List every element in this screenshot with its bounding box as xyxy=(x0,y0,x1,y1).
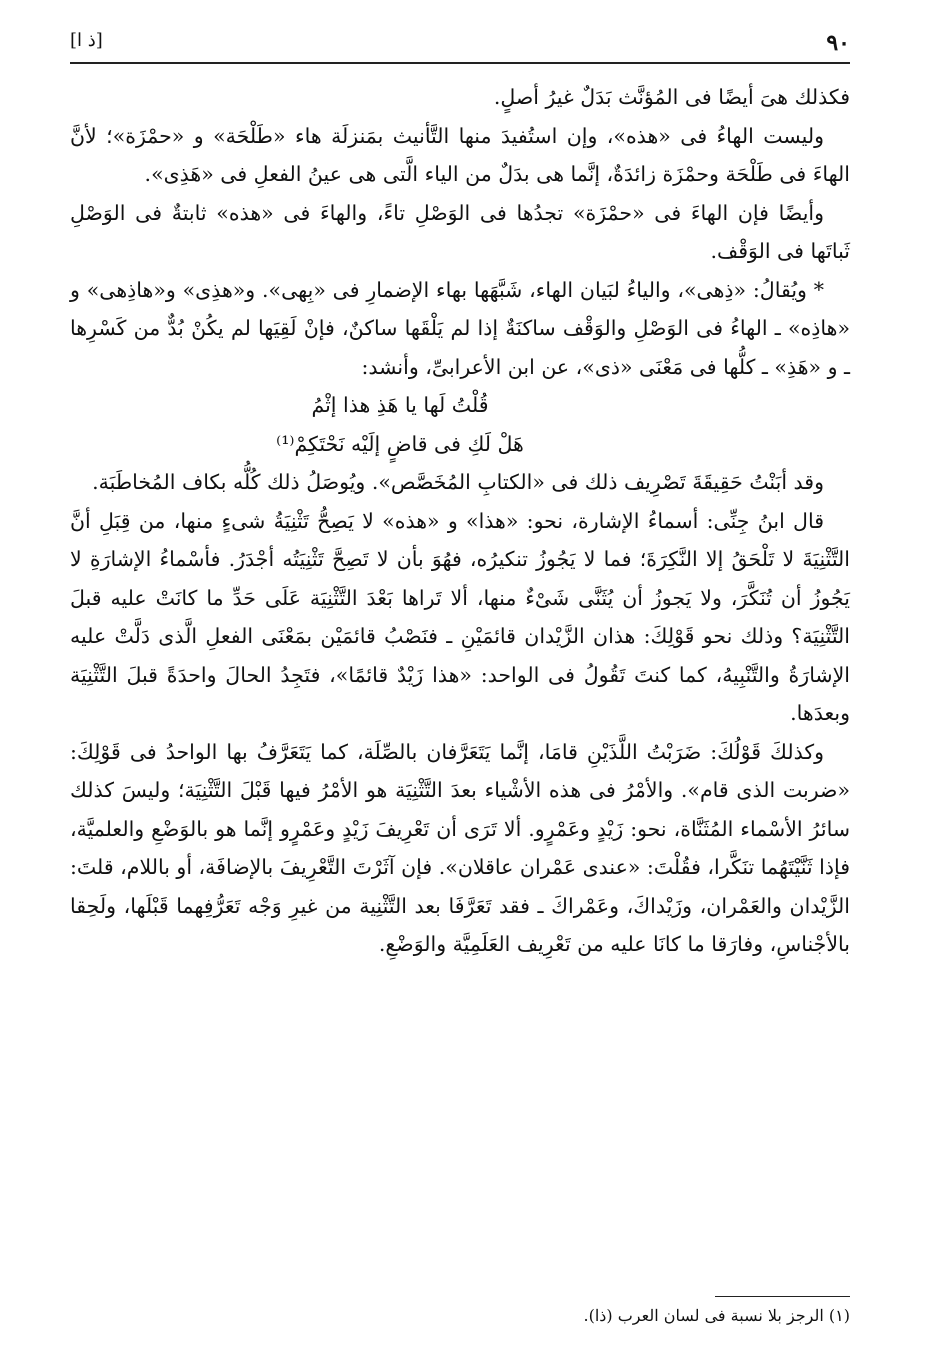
paragraph: وكذلكَ قَوْلُكَ: ضَرَبْتُ اللَّذَيْنِ قامَا، إنَّما يَتَعَرَّفان بالصِّلَة، كما يَتَعَرَّفُ بها الواحدُ فى قَوْلِكَ: «ضربت الذى قام». والأمْرُ فى هذه الأشْياء بعدَ التَّثْنِيَة هو الأمْرُ فيها قَبْلَ التَّثْنِيَة؛ وليسَ كذلك سائرُ الأسْماء المُثَنَّاة، نحو: زَيْدٍ وعَمْرٍو. ألا تَرَى أن تَعْرِيفَ زَيْدٍ وعَمْرٍو إنَّما هو بالوَضْعِ والعلميَّة، فإذا ثَنَّيْتَهُما تنَكَّرا، فقُلْتَ: «عندى عَمْران عاقلان». فإن آثَرْتَ التَّعْرِيفَ بالإضافَة، أو باللام، قلتَ: الزَّيْدان والعَمْران، وزَيْداكَ، وعَمْراكَ ـ فقد تَعَرَّفَا بعد التَّثْنِية من غيرِ وَجْه تَعَرُّفِهما قَبْلَها، ولَحِقا بالأجْناسِ، وفارَقا ما كانَا عليه من تَعْرِيف العَلَمِيَّة والوَضْعِ. xyxy=(70,739,850,956)
footnote: (١) الرجز بلا نسبة فى لسان العرب (ذا). xyxy=(583,1306,850,1325)
header-rule xyxy=(70,62,850,64)
paragraph: قال ابنُ جِنِّى: أسماءُ الإشارة، نحو: «هذا» و «هذه» لا يَصِحُّ تَثْنِيَةُ شىءٍ منها، من قِبَلِ أنَّ التَّثْنِيَةَ لا تَلْحَقُ إلا النَّكِرَةَ؛ فما لا يَجُوزُ تنكيرُه، فهُوَ بأن لا تَصِحَّ تَثْنِيَتُه أجْدَرُ. فأسْماءُ الإشارَةِ لا يَجُوزُ أن تُنَكَّرَ، ولا يَجوزُ أن يُثَنَّى شَىْءٌ منها، ألا تَراها بَعْدَ التَّثْنِيَة عَلَى حَدِّ ما كانَتْ عليه قبلَ التَّثْنِيَة؟ وذلك نحو قَوْلِكَ: هذان الزَّيْدان قائمَيْنِ ـ فنَصْبُ قائمَيْن بمَعْنَى الفعلِ الَّذى دَلَّتْ عليه الإشارَةُ والتَّنْبِيهُ، كما كنتَ تَقُولُ فى الواحد: «هذا زَيْدٌ قائمًا»، فتَجِدُ الحالَ واحدَةً قبلَ التَّثْنِيَة وبعدَها. xyxy=(70,508,850,725)
page-header xyxy=(70,26,850,62)
paragraph: فكذلك هىَ أيضًا فى المُؤنَّث بَدَلٌ غيرُ أصلٍ. xyxy=(493,85,850,109)
paragraph: وليست الهاءُ فى «هذه»، وإن استُفيدَ منها التَّأنيث بمَنزلَة هاء «طَلْحَة» و «حمْزَة»؛ لأنَّ الهاءَ فى طَلْحَة وحمْزَة زائدَةٌ، إنَّما هى بدَلٌ من الياء الَّتى هى عينُ الفعلِ فى «هَذِى». xyxy=(70,123,850,186)
verse-line: قُلْتُ لَها يا هَذِ هذا إثْمُ xyxy=(311,393,489,417)
footnote-rule xyxy=(715,1296,850,1297)
running-head: [ذ ا] xyxy=(70,30,103,51)
body-text xyxy=(70,78,850,964)
paragraph: وأيضًا فإن الهاءَ فى «حمْزَة» تجدُها فى الوَصْلِ تاءً، والهاءَ فى «هذه» ثابتةٌ فى الوَصْلِ ثَباتَها فى الوَقْف. xyxy=(70,200,850,263)
paragraph: * ويُقالُ: «ذِهى»، والياءُ لبَيان الهاء، شَبَّهَها بهاء الإضمارِ فى «بِهى». و«هذِى» و«هاذِهى» و «هاذِه» ـ الهاءُ فى الوَصْلِ والوَقْف ساكنَةٌ إذا لم يَلْقَها ساكنٌ، فإنْ لَقِيَها لم يكُنْ بُدٌّ من كَسْرِها ـ و «هَذِ» ـ كلُّها فى مَعْنَى «ذى»، عن ابن الأعرابىِّ، وأنشد: xyxy=(70,277,850,379)
paragraph: وقد أبَنْتُ حَقِيقَةَ تَصْرِيف ذلك فى «الكتابِ المُخَصَّص». ويُوصَلُ ذلك كُلُّه بكاف المُخاطَبَة. xyxy=(92,470,824,494)
verse-line: هَلْ لَكِ فى قاضٍ إلَيْه نَحْتَكِمْ⁽¹⁾ xyxy=(276,431,524,456)
page-number: ٩٠ xyxy=(826,30,850,56)
